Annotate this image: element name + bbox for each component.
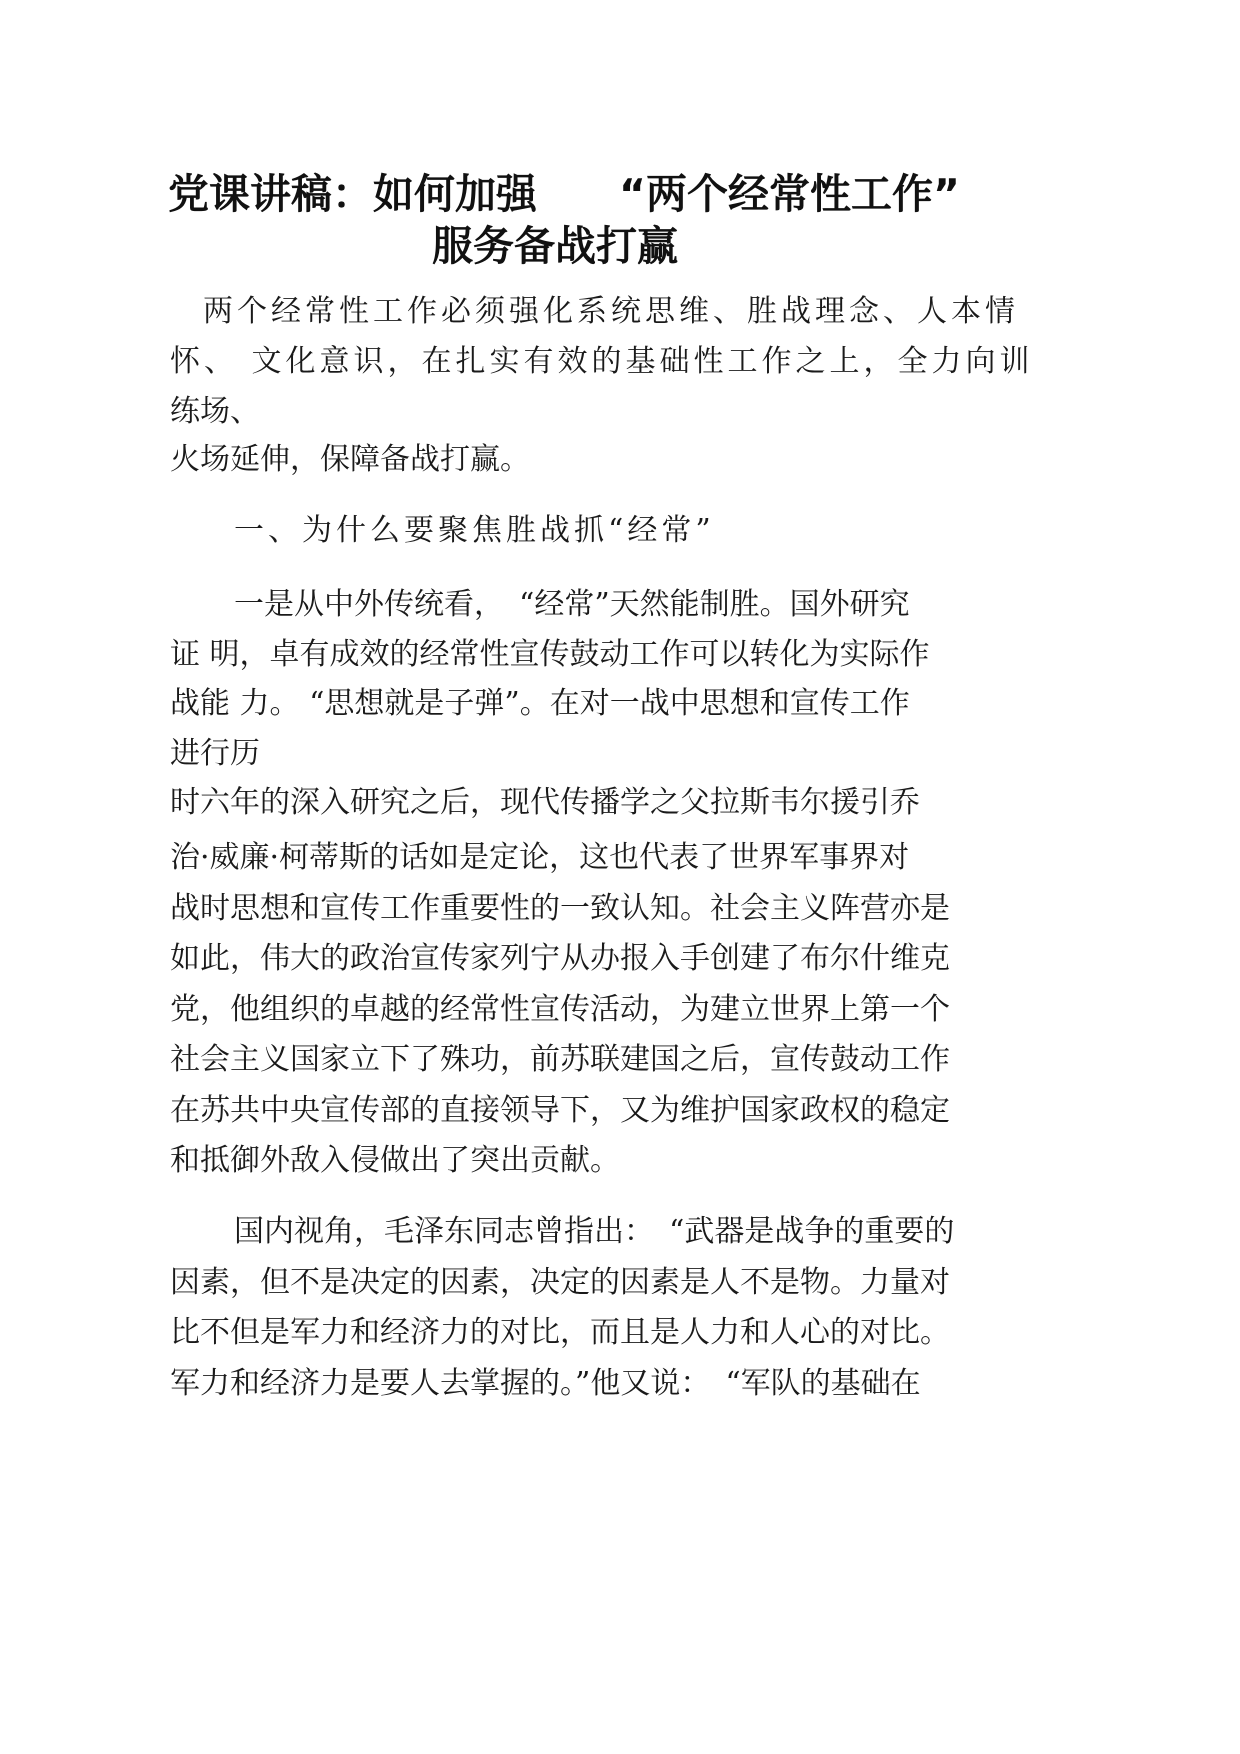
intro-line-2: 怀、 文化意识，在扎实有效的基础性工作之上，全力向训 [170, 344, 1034, 379]
intro-line-3: 练场、 [170, 394, 260, 429]
para1-line-5: 时六年的深入研究之后，现代传播学之父拉斯韦尔援引乔 [170, 785, 920, 820]
intro-line-4: 火场延伸，保障备战打赢。 [170, 442, 530, 477]
para1-line-6: 治·威廉·柯蒂斯的话如是定论，这也代表了世界军事界对 [170, 840, 910, 875]
para2-line-1: 国内视角，毛泽东同志曾指出： “武器是战争的重要的 [234, 1214, 955, 1249]
document-title-line-1: 党课讲稿：如何加强 “两个经常性工作” [168, 170, 960, 218]
para1-line-8: 如此，伟大的政治宣传家列宁从办报入手创建了布尔什维克 [170, 941, 950, 976]
para2-line-4: 军力和经济力是要人去掌握的。”他又说： “军队的基础在 [170, 1366, 921, 1401]
para1-line-3: 战能 力。 “思想就是子弹”。在对一战中思想和宣传工作 [170, 686, 910, 721]
para2-line-2: 因素，但不是决定的因素，决定的因素是人不是物。力量对 [170, 1265, 950, 1300]
document-title-line-2: 服务备战打赢 [432, 222, 678, 270]
intro-line-1: 两个经常性工作必须强化系统思维、胜战理念、人本情 [203, 294, 1019, 329]
para1-line-12: 和抵御外敌入侵做出了突出贡献。 [170, 1143, 620, 1178]
section-heading-1: 一、为什么要聚焦胜战抓“经常” [234, 513, 715, 548]
para1-line-10: 社会主义国家立下了殊功，前苏联建国之后，宣传鼓动工作 [170, 1042, 950, 1077]
para1-line-4: 进行历 [170, 736, 260, 771]
para1-line-7: 战时思想和宣传工作重要性的一致认知。社会主义阵营亦是 [170, 891, 950, 926]
para1-line-1: 一是从中外传统看， “经常”天然能制胜。国外研究 [234, 587, 910, 622]
para1-line-11: 在苏共中央宣传部的直接领导下，又为维护国家政权的稳定 [170, 1093, 950, 1128]
para1-line-2: 证 明，卓有成效的经常性宣传鼓动工作可以转化为实际作 [170, 637, 930, 672]
para1-line-9: 党，他组织的卓越的经常性宣传活动，为建立世界上第一个 [170, 992, 950, 1027]
para2-line-3: 比不但是军力和经济力的对比，而且是人力和人心的对比。 [170, 1315, 950, 1350]
